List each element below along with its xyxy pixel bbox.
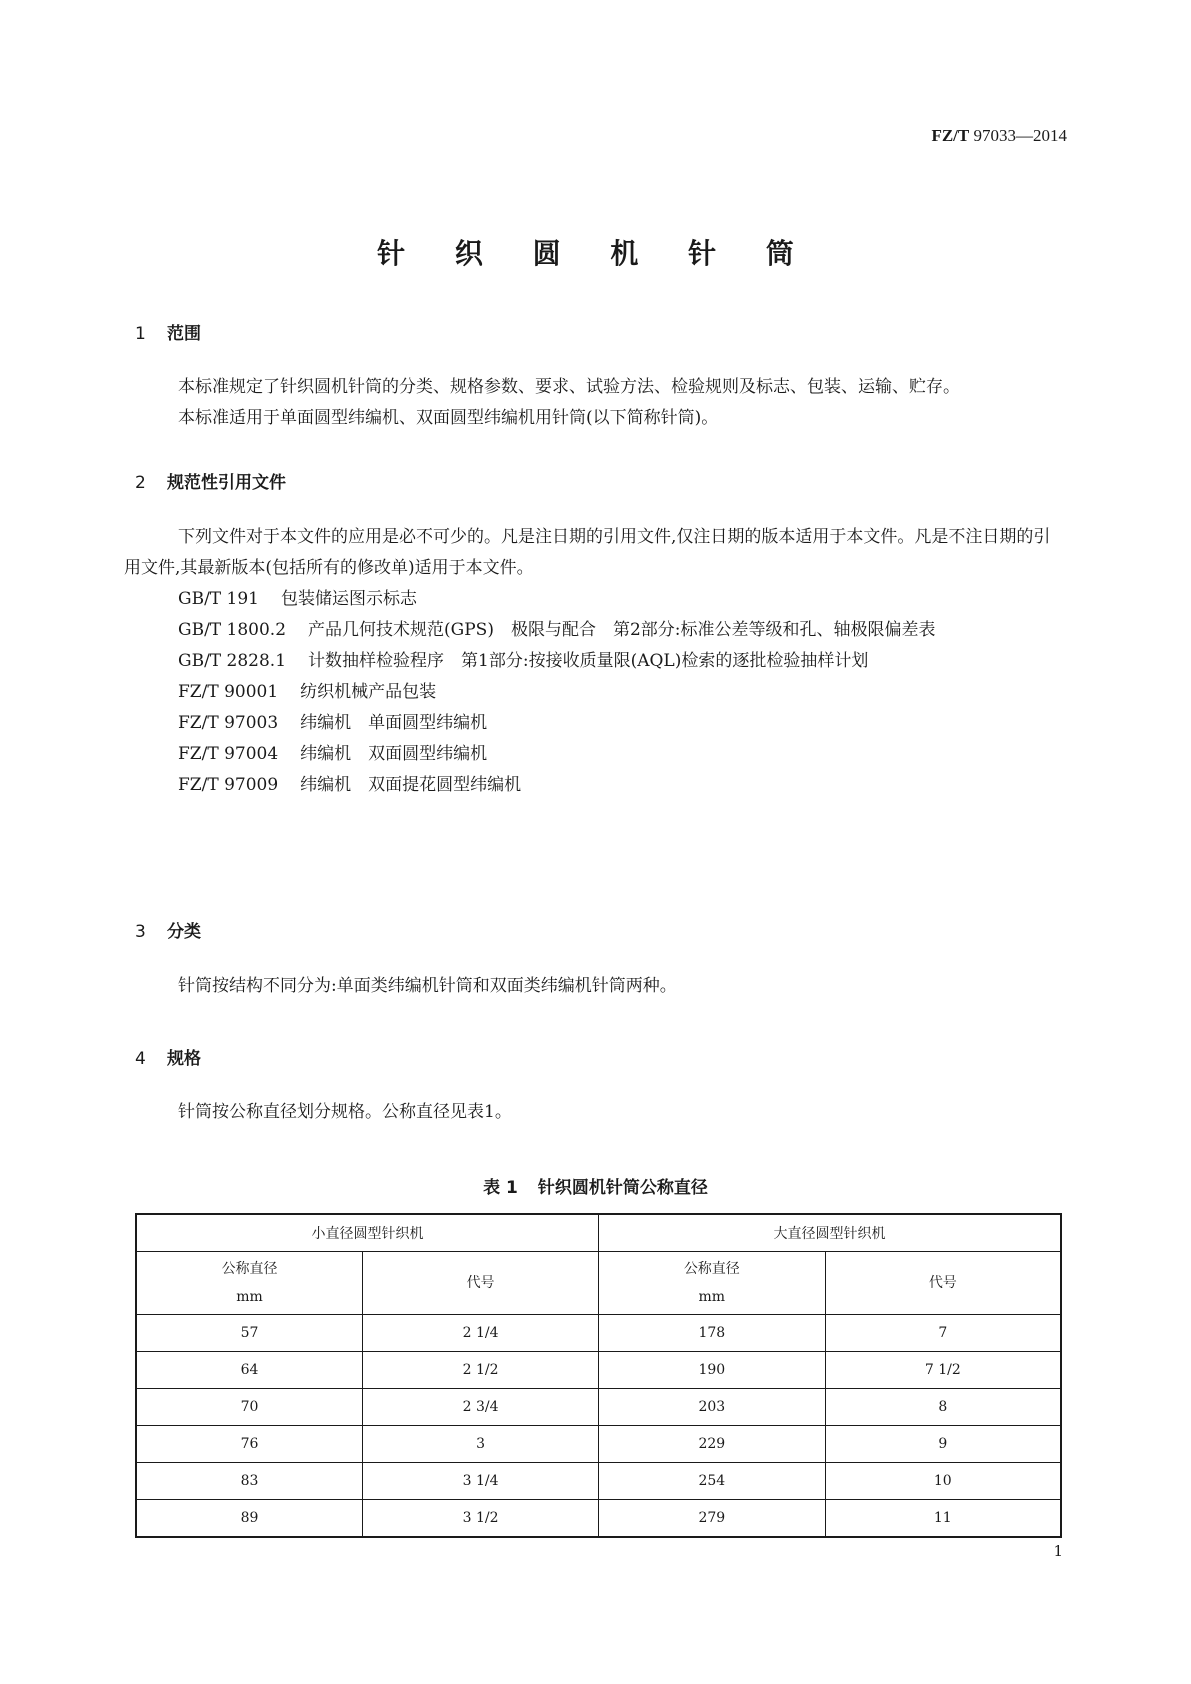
- table-cell: 76: [136, 1426, 363, 1463]
- table-cell: 2 3/4: [363, 1389, 599, 1426]
- table-cell: 89: [136, 1500, 363, 1538]
- scope-paragraph: 本标准规定了针织圆机针筒的分类、规格参数、要求、试验方法、检验规则及标志、包装、运输、贮存。: [178, 377, 960, 397]
- document-code: FZ/T 97033—2014: [931, 126, 1067, 145]
- table-cell: 9: [825, 1426, 1061, 1463]
- table-group-header-row: [136, 1214, 1061, 1252]
- column-header-code: 代号: [825, 1252, 1061, 1315]
- reference-item: GB/T 2828.1 计数抽样检验程序 第1部分:按接收质量限(AQL)检索的逐批检验抽样计划: [178, 651, 869, 671]
- nominal-diameter-table: [135, 1213, 1062, 1538]
- classification-text: [124, 971, 1064, 1002]
- section-heading-normative-references: 2 规范性引用文件: [135, 473, 286, 493]
- table-cell: 178: [599, 1315, 826, 1352]
- table-row: [136, 1500, 1061, 1538]
- section-heading-scope: 1 范围: [135, 324, 201, 344]
- normative-intro: 下列文件对于本文件的应用是必不可少的。凡是注日期的引用文件,仅注日期的版本适用于本文件。凡是不注日期的引用文件,其最新版本(包括所有的修改单)适用于本文件。: [124, 527, 1051, 578]
- table-cell: 64: [136, 1352, 363, 1389]
- classification-paragraph: 针筒按结构不同分为:单面类纬编机针筒和双面类纬编机针筒两种。: [178, 976, 677, 996]
- table-cell: 83: [136, 1463, 363, 1500]
- document-title: 针 织 圆 机 针 筒: [377, 237, 814, 270]
- table-cell: 3 1/2: [363, 1500, 599, 1538]
- specification-paragraph: 针筒按公称直径划分规格。公称直径见表1。: [178, 1102, 512, 1122]
- table-cell: 2 1/4: [363, 1315, 599, 1352]
- group-header-large: 大直径圆型针织机: [599, 1214, 1062, 1252]
- column-header-code: 代号: [363, 1252, 599, 1315]
- table-cell: 279: [599, 1500, 826, 1538]
- page-number: 1: [1053, 1542, 1063, 1560]
- table-row: [136, 1315, 1061, 1352]
- column-header-diameter: 公称直径 mm: [136, 1252, 363, 1315]
- table-cell: 8: [825, 1389, 1061, 1426]
- table-cell: 229: [599, 1426, 826, 1463]
- table-cell: 7: [825, 1315, 1061, 1352]
- reference-item: GB/T 1800.2 产品几何技术规范(GPS) 极限与配合 第2部分:标准公差等级和孔、轴极限偏差表: [178, 620, 936, 640]
- table-row: [136, 1426, 1061, 1463]
- section-heading-classification: 3 分类: [135, 922, 201, 942]
- table-cell: 254: [599, 1463, 826, 1500]
- table-cell: 70: [136, 1389, 363, 1426]
- column-header-diameter: 公称直径 mm: [599, 1252, 826, 1315]
- reference-item: FZ/T 90001 纺织机械产品包装: [178, 682, 437, 702]
- table-row: [136, 1352, 1061, 1389]
- group-header-small: 小直径圆型针织机: [136, 1214, 599, 1252]
- table-cell: 190: [599, 1352, 826, 1389]
- table-row: [136, 1463, 1061, 1500]
- table-cell: 7 1/2: [825, 1352, 1061, 1389]
- scope-text: [124, 372, 1064, 434]
- normative-references-text: [124, 522, 1064, 801]
- reference-item: FZ/T 97004 纬编机 双面圆型纬编机: [178, 744, 488, 764]
- table-caption: 表 1 针织圆机针筒公称直径: [483, 1178, 708, 1198]
- reference-item: FZ/T 97009 纬编机 双面提花圆型纬编机: [178, 775, 522, 795]
- table-cell: 3 1/4: [363, 1463, 599, 1500]
- table-cell: 10: [825, 1463, 1061, 1500]
- reference-item: GB/T 191 包装储运图示标志: [178, 589, 417, 609]
- specification-text: [124, 1097, 1064, 1128]
- table-column-header-row: [136, 1252, 1061, 1315]
- table-cell: 57: [136, 1315, 363, 1352]
- scope-paragraph: 本标准适用于单面圆型纬编机、双面圆型纬编机用针筒(以下简称针筒)。: [178, 408, 719, 428]
- table-cell: 2 1/2: [363, 1352, 599, 1389]
- table-row: [136, 1389, 1061, 1426]
- table-cell: 3: [363, 1426, 599, 1463]
- table-cell: 203: [599, 1389, 826, 1426]
- section-heading-specification: 4 规格: [135, 1049, 201, 1069]
- table-cell: 11: [825, 1500, 1061, 1538]
- reference-item: FZ/T 97003 纬编机 单面圆型纬编机: [178, 713, 488, 733]
